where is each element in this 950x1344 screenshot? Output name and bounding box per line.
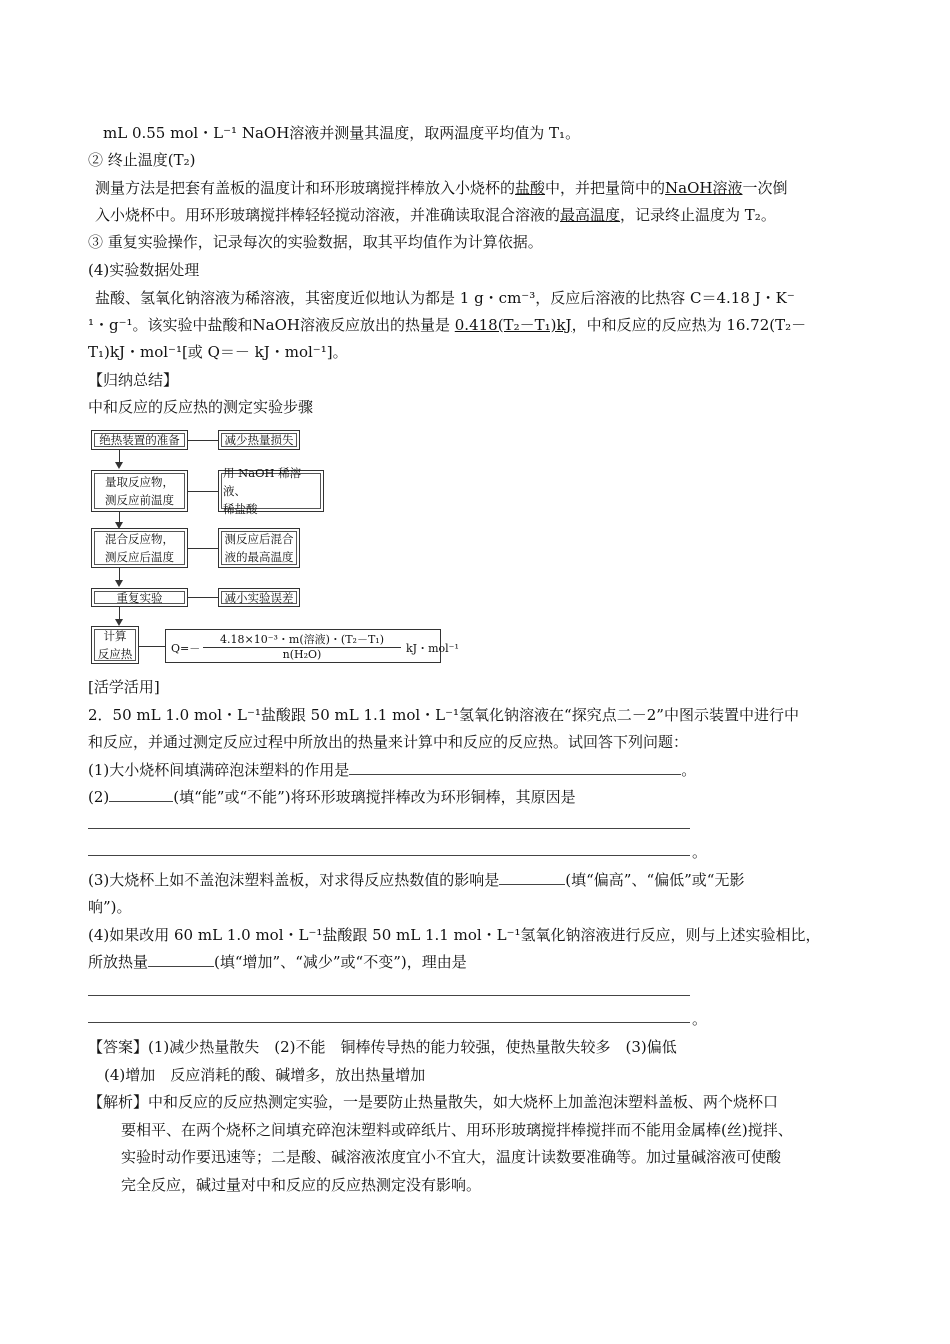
step-mix: 混合反应物， 测反应后温度 <box>91 528 188 568</box>
step-prepare: 绝热装置的准备 <box>91 430 188 450</box>
part-2: (2) (填“能”或“不能”)将环形玻璃搅拌棒改为环形铜棒，其原因是 <box>88 788 576 806</box>
formula-q: Q=－ <box>171 642 201 655</box>
formula-denominator: n(H₂O) <box>282 648 322 661</box>
answer-blank[interactable] <box>148 952 214 967</box>
note-prepare: 减少热量损失 <box>218 430 300 450</box>
answer-line[interactable] <box>88 995 690 996</box>
part-3-cont: 响”)。 <box>88 898 132 916</box>
text-line-1: mL 0.55 mol・L⁻¹ NaOH溶液并测量其温度，取两温度平均值为 T₁。 <box>103 124 581 142</box>
part-4-cont: 所放热量 (填“增加”、“减少”或“不变”)，理由是 <box>88 953 467 971</box>
text-line-9: T₁)kJ・mol⁻¹[或 Q＝－ kJ・mol⁻¹]。 <box>88 343 348 361</box>
answer-blank[interactable] <box>109 787 173 802</box>
arrow-icon <box>115 580 123 587</box>
text-line-2: ② 终止温度(T₂) <box>88 151 196 169</box>
question-line-2: 和反应，并通过测定反应过程中所放出的热量来计算中和反应的反应热。试回答下列问题： <box>88 733 689 751</box>
formula-numerator: 4.18×10⁻³・m(溶液)・(T₂－T₁) <box>219 633 384 646</box>
formula-box <box>165 629 459 663</box>
part-4: (4)如果改用 60 mL 1.0 mol・L⁻¹盐酸跟 50 mL 1.1 mol・L⁻¹氢氧化钠溶液进行反应，则与上述实验相比， <box>88 926 821 944</box>
step-calculate: 计算 反应热 <box>91 626 139 664</box>
exercise-heading: [活学活用] <box>88 678 160 696</box>
step-repeat: 重复实验 <box>91 588 188 607</box>
part-3: (3)大烧杯上如不盖泡沫塑料盖板，对求得反应热数值的影响是 (填“偏高”、“偏低”或“无影 <box>88 871 745 889</box>
summary-heading: 【归纳总结】 <box>88 371 179 389</box>
answer-blank[interactable] <box>349 760 681 775</box>
period: 。 <box>692 1010 708 1028</box>
period: 。 <box>692 843 708 861</box>
step-measure-before: 量取反应物， 测反应前温度 <box>91 470 188 512</box>
note-measure-before: 用 NaOH 稀溶液、 稀盐酸 <box>218 470 324 512</box>
question-line-1: 2．50 mL 1.0 mol・L⁻¹盐酸跟 50 mL 1.1 mol・L⁻¹氢氧化钠溶液在“探究点二－2”中图示装置中进行中 <box>88 706 799 724</box>
text-line-5: ③ 重复实验操作，记录每次的实验数据，取其平均值作为计算依据。 <box>88 233 543 251</box>
text-line-6: (4)实验数据处理 <box>88 261 200 279</box>
answer-line-2: (4)增加 反应消耗的酸、碱增多，放出热量增加 <box>104 1066 426 1084</box>
text-line-4: 入小烧杯中。用环形玻璃搅拌棒轻轻搅动溶液，并准确读取混合溶液的最高温度，记录终止温度为 T₂。 <box>95 206 776 224</box>
formula-unit: kJ・mol⁻¹ <box>406 642 459 655</box>
flow-dash <box>188 491 218 492</box>
flow-dash <box>188 548 218 549</box>
answer-blank[interactable] <box>499 870 565 885</box>
explanation-line-3: 实验时动作要迅速等；二是酸、碱溶液浓度宜小不宜大，温度计读数要准确等。加过量碱溶液可使酸 <box>121 1148 782 1166</box>
arrow-icon <box>115 462 123 469</box>
explanation-line-2: 要相平、在两个烧杯之间填充碎泡沫塑料或碎纸片、用环形玻璃搅拌棒搅拌而不能用金属棒(丝)搅拌、 <box>121 1121 793 1139</box>
flow-dash <box>188 597 218 598</box>
flow-dash <box>188 440 218 441</box>
text-line-7: 盐酸、氢氧化钠溶液为稀溶液，其密度近似地认为都是 1 g・cm⁻³，反应后溶液的比热容 C＝4.18 J・K⁻ <box>95 289 795 307</box>
part-1: (1)大小烧杯间填满碎泡沫塑料的作用是 。 <box>88 761 697 779</box>
answer-line[interactable] <box>88 855 690 856</box>
arrow-icon <box>115 619 123 626</box>
answer-line-1: 【答案】(1)减少热量散失 (2)不能 铜棒传导热的能力较强，使热量散失较多 (3)偏低 <box>88 1038 677 1056</box>
text-line-3: 测量方法是把套有盖板的温度计和环形玻璃搅拌棒放入小烧杯的盐酸中，并把量筒中的NaOH溶液一次倒 <box>95 179 788 197</box>
answer-line[interactable] <box>88 828 690 829</box>
text-line-8: ¹・g⁻¹。该实验中盐酸和NaOH溶液反应放出的热量是 0.418(T₂－T₁)kJ，中和反应的反应热为 16.72(T₂－ <box>88 316 807 334</box>
answer-line[interactable] <box>88 1022 690 1023</box>
flow-dash <box>139 646 165 647</box>
explanation-line-4: 完全反应，碱过量对中和反应的反应热测定没有影响。 <box>121 1176 482 1194</box>
flowchart-caption: 中和反应的反应热的测定实验步骤 <box>88 398 314 416</box>
explanation-line-1: 【解析】中和反应的反应热测定实验，一是要防止热量散失，如大烧杯上加盖泡沫塑料盖板、两个烧杯口 <box>88 1093 779 1111</box>
note-mix: 测反应后混合 液的最高温度 <box>218 528 300 568</box>
note-repeat: 减小实验误差 <box>218 588 300 607</box>
